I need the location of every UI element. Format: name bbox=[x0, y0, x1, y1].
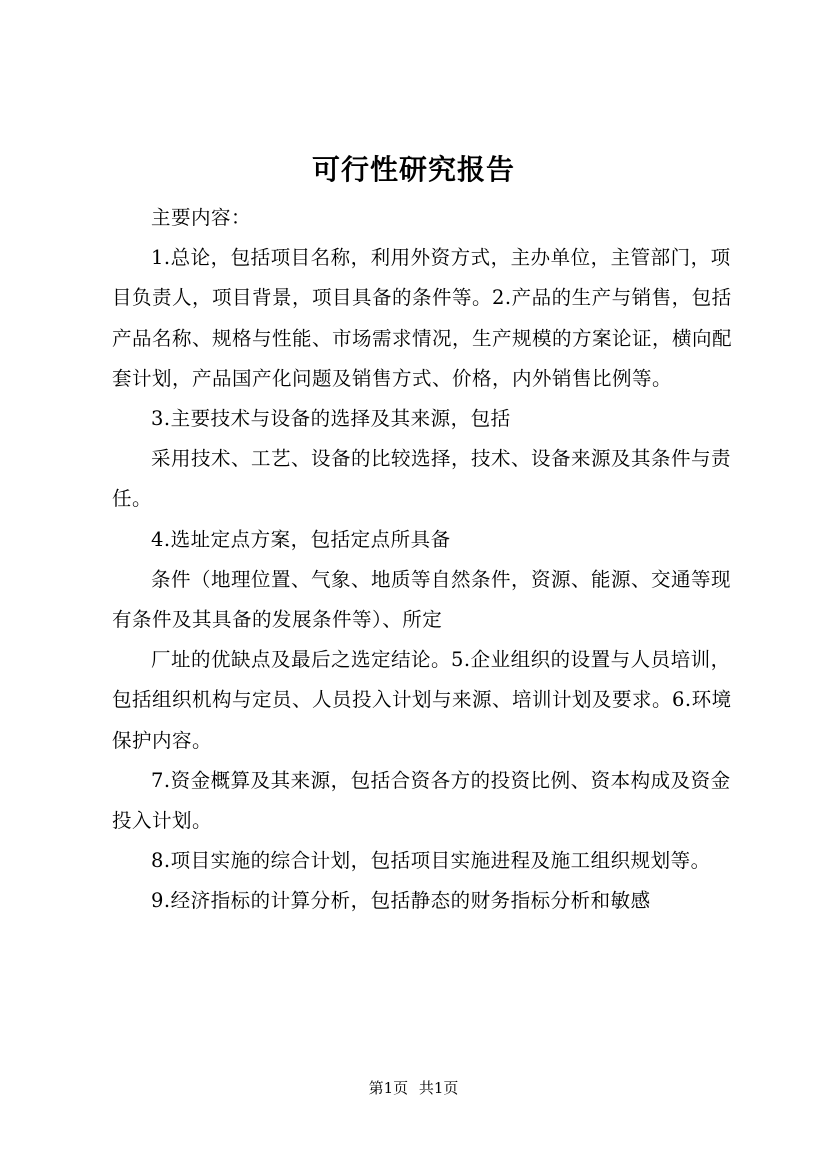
page-total: 共1页 bbox=[418, 1079, 459, 1097]
page-footer bbox=[0, 1078, 827, 1098]
document-body bbox=[112, 198, 732, 922]
paragraph-8: 8.项目实施的综合计划，包括项目实施进程及施工组织规划等。 bbox=[151, 849, 711, 873]
page-number: 第1页 bbox=[368, 1079, 409, 1097]
paragraph-3: 采用技术、工艺、设备的比较选择，技术、设备来源及其条件与责任。 bbox=[112, 447, 732, 511]
paragraph-2: 3.主要技术与设备的选择及其来源，包括 bbox=[151, 407, 511, 431]
paragraph-9: 9.经济指标的计算分析，包括静态的财务指标分析和敏感 bbox=[151, 889, 651, 913]
paragraph-5: 条件（地理位置、气象、地质等自然条件，资源、能源、交通等现有条件及其具备的发展条件等）、所定 bbox=[112, 567, 732, 632]
paragraph-main-content: 主要内容： bbox=[151, 206, 252, 229]
paragraph-6: 厂址的优缺点及最后之选定结论。5.企业组织的设置与人员培训，包括组织机构与定员、人员投入计划与来源、培训计划及要求。6.环境保护内容。 bbox=[112, 648, 732, 752]
paragraph-4: 4.选址定点方案，包括定点所具备 bbox=[151, 527, 451, 551]
paragraph-1: 1.总论，包括项目名称，利用外资方式，主办单位，主管部门，项目负责人，项目背景，项目具备的条件等。2.产品的生产与销售，包括产品名称、规格与性能、市场需求情况，生产规模的方案论证，横向配套计划，产品国产化问题及销售方式、价格，内外销售比例等。 bbox=[112, 246, 733, 390]
paragraph-7: 7.资金概算及其来源，包括合资各方的投资比例、资本构成及资金投入计划。 bbox=[112, 768, 731, 833]
document-title: 可行性研究报告 bbox=[311, 153, 515, 186]
